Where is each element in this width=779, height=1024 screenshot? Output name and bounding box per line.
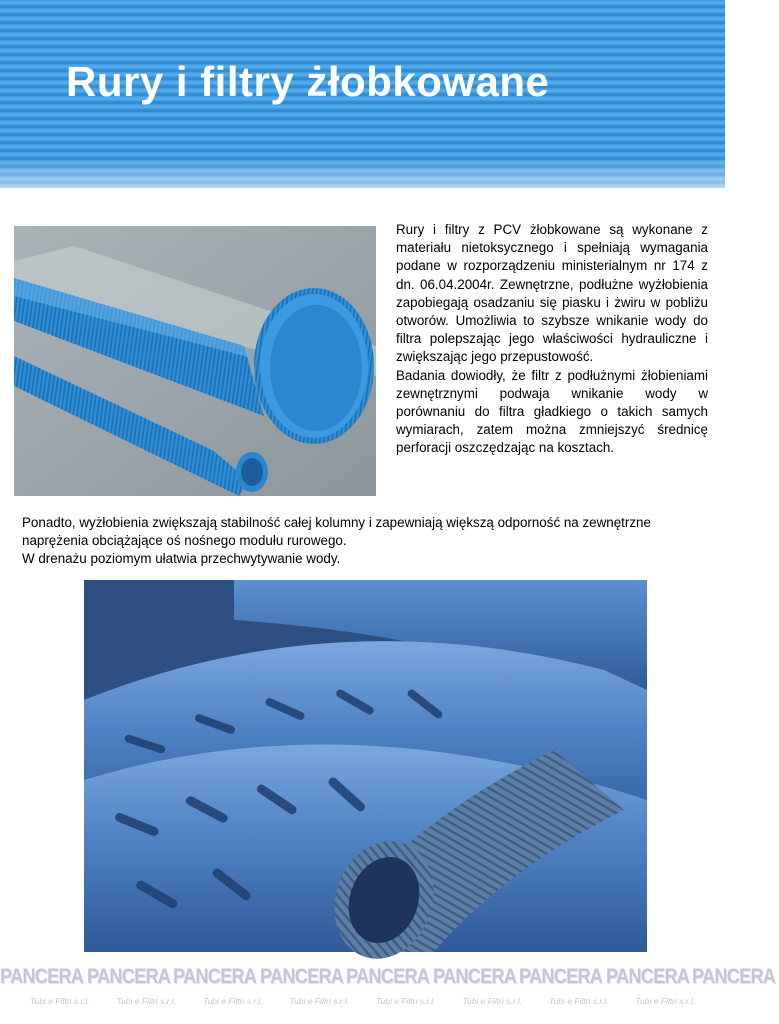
brand-logo-text: PANCERA [346,965,430,988]
brand-logo-text: PANCERA [173,965,257,988]
brand-row [0,965,779,989]
brand-logo-text: PANCERA [0,965,84,988]
page-title: Rury i filtry żłobkowane [66,58,550,105]
brand-tagline: Tubi e Filtri s.r.l. [549,996,609,1006]
brand-logo-text: PANCERA [519,965,603,988]
slotted-filters-illustration [84,580,647,952]
corrugated-pipes-photo [14,226,376,496]
corrugated-pipes-illustration [14,226,376,496]
intro-text [396,221,708,458]
brand-logo-text: PANCERA [259,965,343,988]
brand-tagline: Tubi e Filtri s.r.l. [376,996,436,1006]
brand-logo-text: PANCERA [692,965,776,988]
body-paragraph: W drenażu poziomym ułatwia przechwytywanie wody. [22,551,341,567]
tagline-row [30,996,722,1006]
brand-tagline: Tubi e Filtri s.r.l. [116,996,177,1006]
brand-logo-text: PANCERA [86,965,170,988]
body-paragraph: Ponadto, wyżłobienia zwiększają stabilność całej kolumny i zapewniają większą odporność na zewnętrzne naprężenia obciążające oś nośnego modułu rurowego. [22,515,651,549]
brand-logo-text: PANCERA [432,965,516,988]
slotted-filters-photo [84,580,647,952]
brand-tagline: Tubi e Filtri s.r.l. [289,996,350,1006]
brand-logo-text: PANCERA [605,965,689,988]
brand-tagline: Tubi e Filtri s.r.l. [635,996,696,1006]
brand-tagline: Tubi e Filtri s.r.l. [462,996,523,1006]
body-text [22,514,682,569]
brand-tagline: Tubi e Filtri s.r.l. [203,996,263,1006]
header-banner [0,0,725,188]
brand-tagline: Tubi e Filtri s.r.l. [30,996,90,1006]
intro-paragraph: Rury i filtry z PCV żłobkowane są wykonane z materiału nietoksycznego i spełniają wymagania podane w rozporządzeniu ministerialnym nr 174 z dn. 06.04.2004r. Zewnętrzne, podłużne wyżłobienia zapobiegają osadzaniu się piasku i żwiru w pobliżu otworów. Umożliwia to szybsze wnikanie wody do filtra polepszając jego właściwości hydrauliczne i zwiększając jego przepustowość. [396,222,708,365]
footer-brand-strip [0,960,776,1024]
intro-paragraph: Badania dowiodły, że filtr z podłużnymi żłobieniami zewnętrznymi podwaja wnikanie wody w porównaniu do filtra gładkiego o takich samych wymiarach, zatem można zmniejszyć średnicę perforacji oszczędzając na kosztach. [396,367,708,456]
